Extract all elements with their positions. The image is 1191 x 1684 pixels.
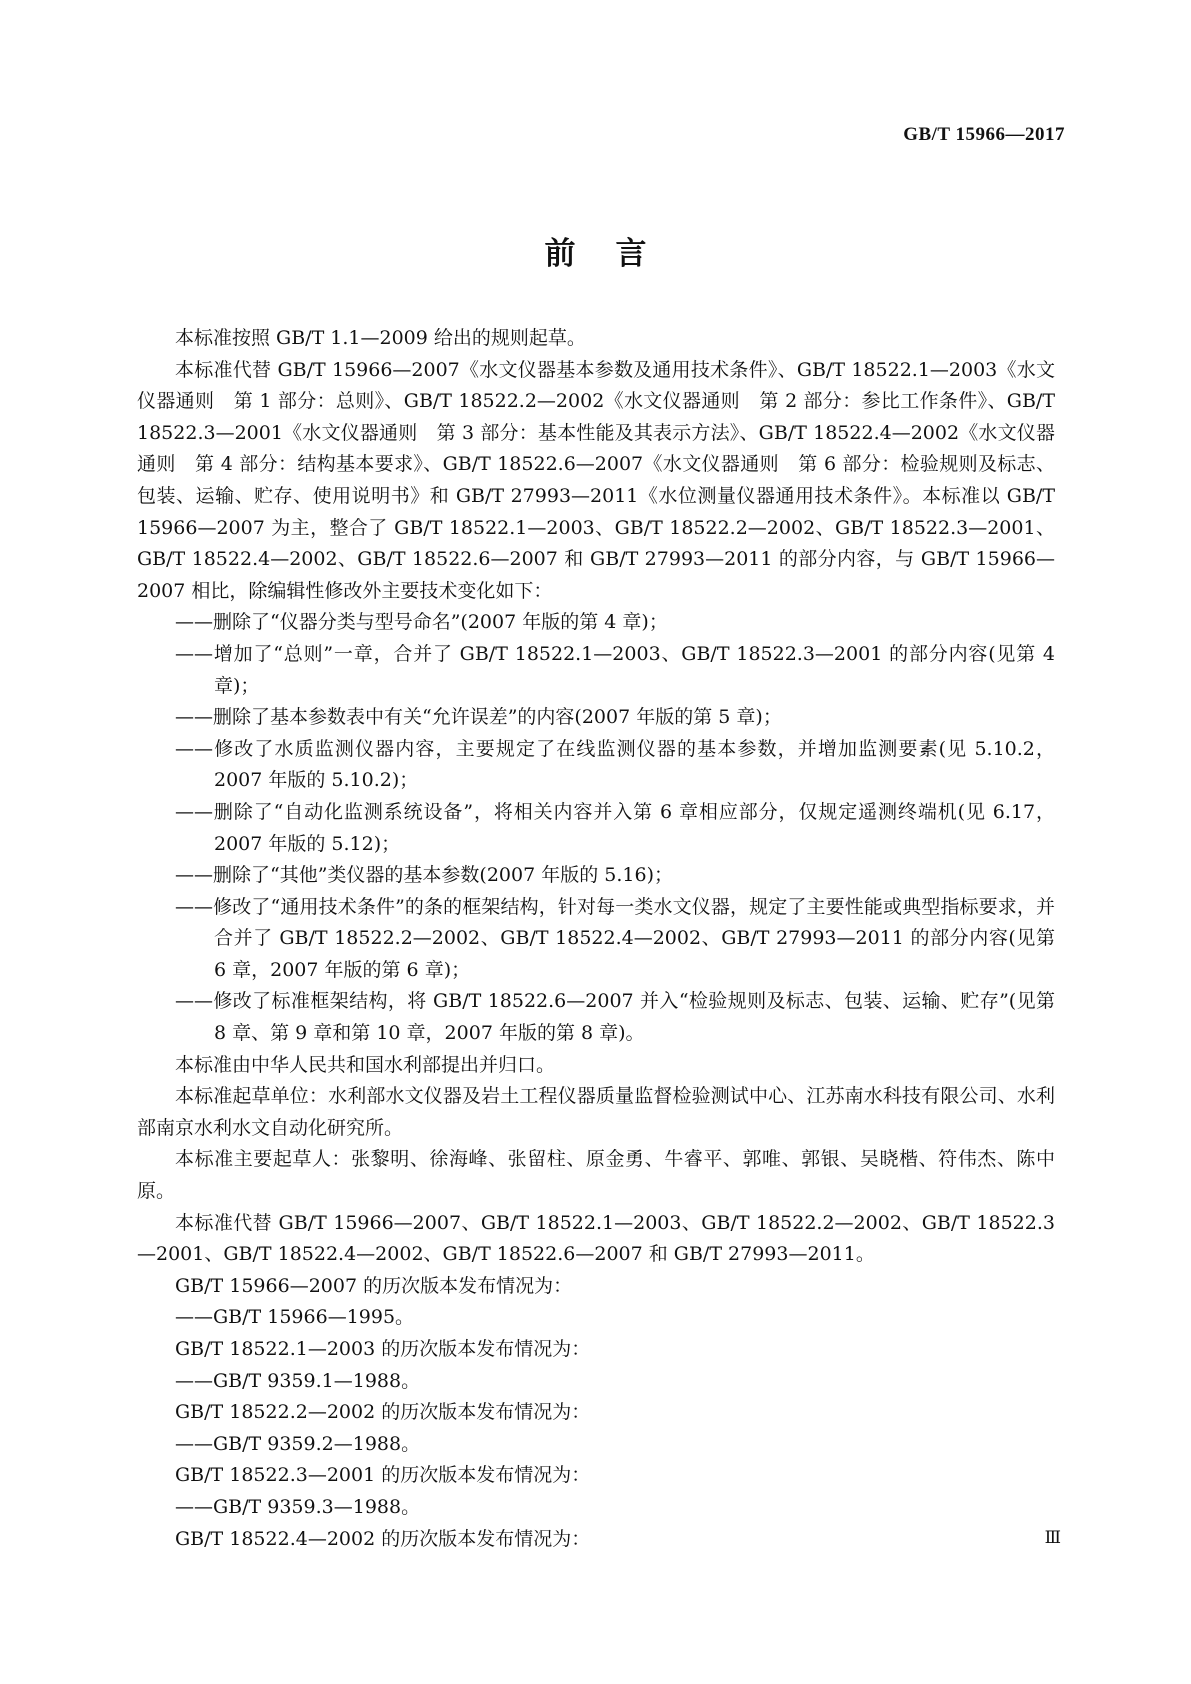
history-heading: GB/T 18522.4—2002 的历次版本发布情况为： bbox=[175, 1527, 591, 1550]
change-item: ——删除了“自动化监测系统设备”，将相关内容并入第 6 章相应部分，仅规定遥测终端机(见 6.17，2007 年版的 5.12)； bbox=[175, 800, 1055, 855]
page-number: Ⅲ bbox=[1044, 1528, 1061, 1547]
change-item: ——修改了水质监测仪器内容，主要规定了在线监测仪器的基本参数，并增加监测要素(见 5.10.2，2007 年版的 5.10.2)； bbox=[175, 737, 1055, 792]
paragraph: 本标准代替 GB/T 15966—2007、GB/T 18522.1—2003、GB/T 18522.2—2002、GB/T 18522.3—2001、GB/T 18522.4—2002、GB/T 18522.6—2007 和 GB/T 27993—2011。 bbox=[137, 1211, 1055, 1266]
change-item: ——修改了标准框架结构，将 GB/T 18522.6—2007 并入“检验规则及标志、包装、运输、贮存”(见第 8 章、第 9 章和第 10 章，2007 年版的第 8 章)。 bbox=[175, 990, 1055, 1045]
paragraph: 本标准起草单位：水利部水文仪器及岩土工程仪器质量监督检验测试中心、江苏南水科技有限公司、水利部南京水利水文自动化研究所。 bbox=[137, 1085, 1055, 1139]
history-heading: GB/T 18522.3—2001 的历次版本发布情况为： bbox=[175, 1464, 591, 1487]
history-item: ——GB/T 15966—1995。 bbox=[175, 1306, 415, 1329]
history-item: ——GB/T 9359.3—1988。 bbox=[175, 1495, 421, 1518]
standard-code: GB/T 15966—2017 bbox=[903, 124, 1065, 145]
change-item: ——删除了“仪器分类与型号命名”(2007 年版的第 4 章)； bbox=[175, 611, 668, 634]
history-item: ——GB/T 9359.1—1988。 bbox=[175, 1369, 421, 1392]
change-item: ——修改了“通用技术条件”的条的框架结构，针对每一类水文仪器，规定了主要性能或典型指标要求，并合并了 GB/T 18522.2—2002、GB/T 18522.4—2002、GB/T 27993—2011 的部分内容(见第 6 章，2007 年版的第 6 章)； bbox=[175, 895, 1055, 981]
change-item: ——删除了基本参数表中有关“允许误差”的内容(2007 年版的第 5 章)； bbox=[175, 706, 782, 729]
paragraph: 本标准代替 GB/T 15966—2007《水文仪器基本参数及通用技术条件》、GB/T 18522.1—2003《水文仪器通则 第 1 部分：总则》、GB/T 18522.2—2002《水文仪器通则 第 2 部分：参比工作条件》、GB/T 18522.3—2001《水文仪器通则 第 3 部分：基本性能及其表示方法》、GB/T 18522.4—2002《水文仪器通则 第 4 部分：结构基本要求》、GB/T 18522.6—2007《水文仪器通则 第 6 部分：检验规则及标志、包装、运输、贮存、使用说明书》和 GB/T 27993—2011《水位测量仪器通用技术条件》。本标准以 GB/T 15966—2007 为主，整合了 GB/T 18522.1—2003、GB/T 18522.2—2002、GB/T 18522.3—2001、GB/T 18522.4—2002、GB/T 18522.6—2007 和 GB/T 27993—2011 的部分内容，与 GB/T 15966—2007 相比，除编辑性修改外主要技术变化如下： bbox=[137, 358, 1055, 602]
change-item: ——增加了“总则”一章，合并了 GB/T 18522.1—2003、GB/T 18522.3—2001 的部分内容(见第 4 章)； bbox=[175, 642, 1055, 697]
history-heading: GB/T 15966—2007 的历次版本发布情况为： bbox=[175, 1274, 573, 1297]
history-heading: GB/T 18522.1—2003 的历次版本发布情况为： bbox=[175, 1338, 591, 1360]
paragraph: 本标准主要起草人：张黎明、徐海峰、张留柱、原金勇、牛睿平、郭唯、郭银、吴晓楷、符伟杰、陈中原。 bbox=[137, 1148, 1055, 1203]
paragraph: 本标准由中华人民共和国水利部提出并归口。 bbox=[175, 1053, 556, 1076]
history-item: ——GB/T 9359.2—1988。 bbox=[175, 1432, 421, 1455]
change-item: ——删除了“其他”类仪器的基本参数(2007 年版的 5.16)； bbox=[175, 864, 673, 887]
page-title: 前言 bbox=[544, 236, 687, 272]
history-heading: GB/T 18522.2—2002 的历次版本发布情况为： bbox=[175, 1401, 591, 1424]
paragraph: 本标准按照 GB/T 1.1—2009 给出的规则起草。 bbox=[175, 327, 586, 349]
document-body bbox=[137, 323, 1055, 1555]
